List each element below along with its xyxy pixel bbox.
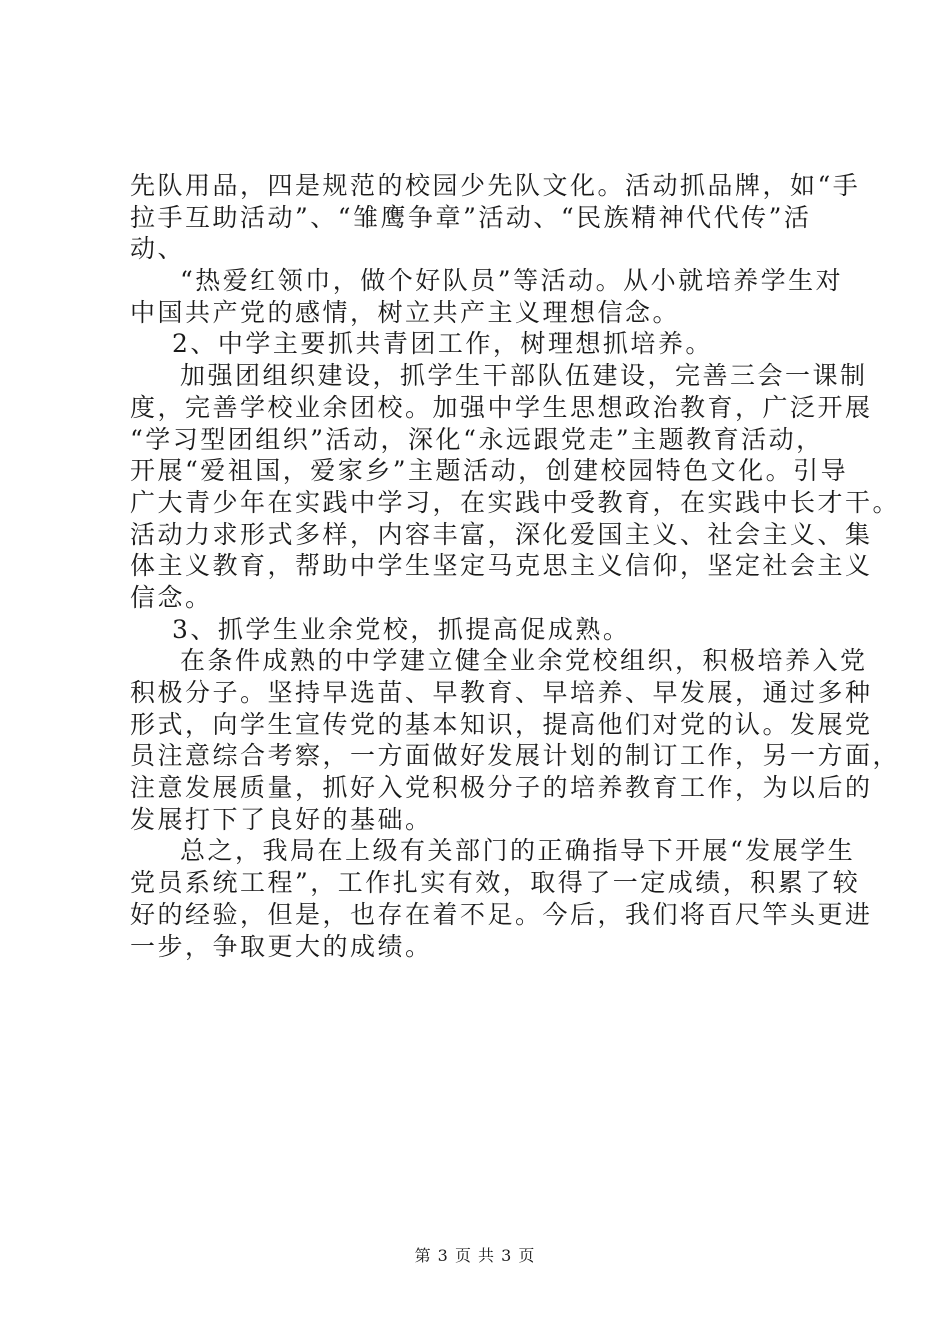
text-line: 先队用品，四是规范的校园少先队文化。活动抓品牌，如“手	[130, 171, 861, 200]
text-line: 活动力求形式多样，内容丰富，深化爱国主义、社会主义、集	[130, 519, 873, 549]
text-line: 加强团组织建设，抓学生干部队伍建设，完善三会一课制	[180, 361, 868, 391]
text-line: 发展打下了良好的基础。	[130, 804, 433, 834]
text-line: 度，完善学校业余团校。加强中学生思想政治教育，广泛开展	[130, 392, 873, 422]
body-text	[130, 170, 901, 962]
text-line: 一步，争取更大的成绩。	[130, 931, 433, 961]
text-line: 开展“爱祖国，爱家乡”主题活动，创建校园特色文化。引导	[130, 456, 849, 486]
text-line: 信念。	[130, 582, 213, 612]
text-line: 在条件成熟的中学建立健全业余党校组织，积极培养入党	[180, 646, 868, 676]
text-line: 广大青少年在实践中学习，在实践中受教育，在实践中长才干。	[130, 487, 901, 517]
text-line: 拉手互助活动”、“雏鹰争章”活动、“民族精神代代传”活	[130, 202, 812, 232]
text-line: 总之，我局在上级有关部门的正确指导下开展“发展学生	[180, 836, 856, 866]
text-line: 党员系统工程”，工作扎实有效，取得了一定成绩，积累了较	[130, 868, 861, 898]
section-heading-2: 2、中学主要抓共青团工作，树理想抓培养。	[172, 329, 713, 359]
section-heading-3: 3、抓学生业余党校，抓提高促成熟。	[172, 614, 631, 644]
page-number-footer: 第 3 页 共 3 页	[414, 1246, 536, 1265]
text-line: 动、	[130, 234, 186, 264]
text-line: 注意发展质量，抓好入党积极分子的培养教育工作，为以后的	[130, 773, 873, 803]
text-line: 形式，向学生宣传党的基本知识，提高他们对党的认。发展党	[130, 709, 873, 739]
text-line: 中国共产党的感情，树立共产主义理想信念。	[130, 297, 681, 327]
text-line: “学习型团组织”活动，深化“永远跟党走”主题教育活动，	[130, 424, 824, 454]
text-line: 好的经验，但是，也存在着不足。今后，我们将百尺竿头更进	[130, 899, 873, 929]
text-line: 员注意综合考察，一方面做好发展计划的制订工作，另一方面，	[130, 741, 901, 771]
text-line: 积极分子。坚持早选苗、早教育、早培养、早发展，通过多种	[130, 678, 873, 707]
text-line: “热爱红领巾，做个好队员”等活动。从小就培养学生对	[180, 266, 844, 296]
text-line: 体主义教育，帮助中学生坚定马克思主义信仰，坚定社会主义	[130, 551, 873, 581]
